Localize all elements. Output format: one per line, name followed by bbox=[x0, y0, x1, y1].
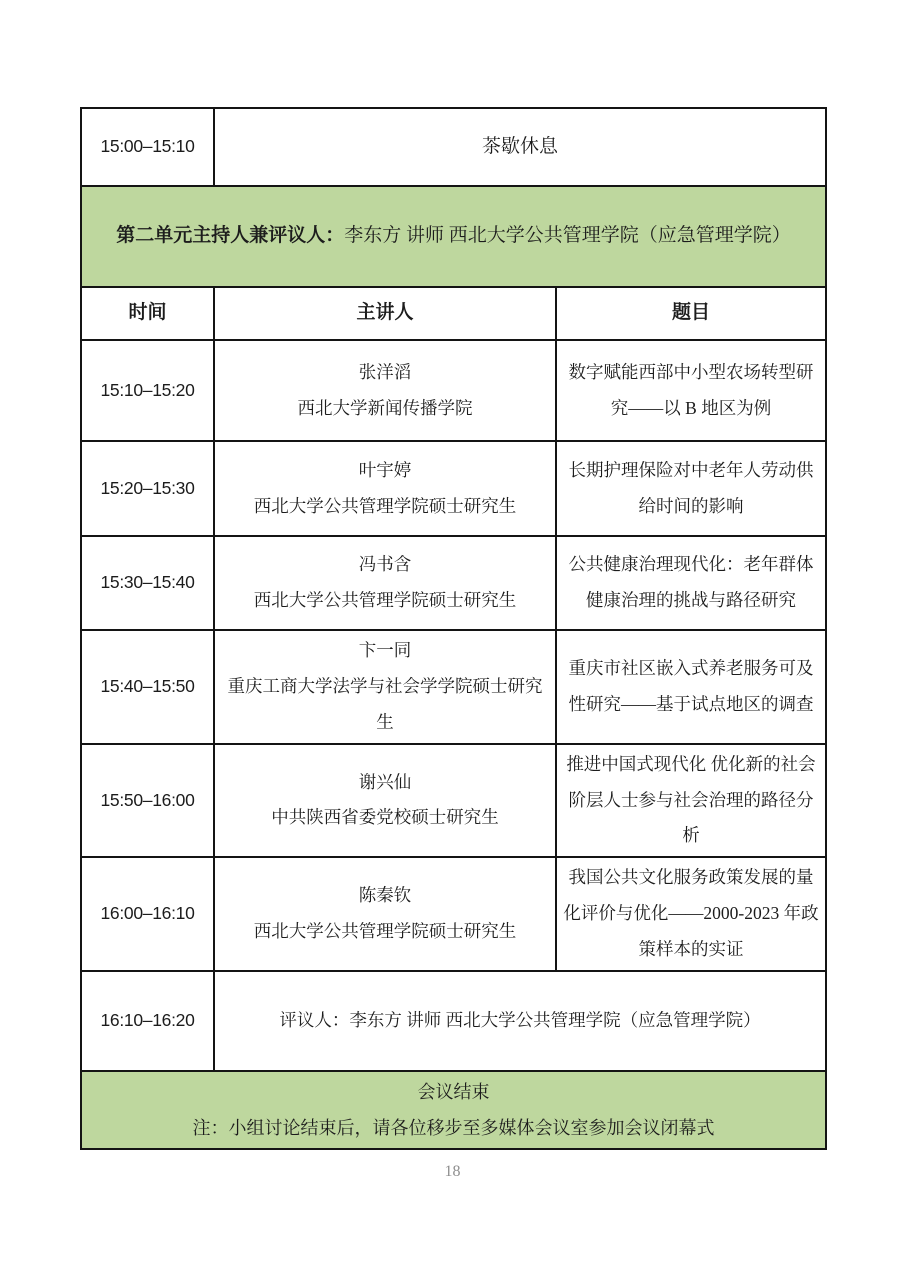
unit-banner-cell bbox=[81, 186, 826, 287]
closing-title: 会议结束 bbox=[417, 1081, 490, 1102]
topic-cell: 数字赋能西部中小型农场转型研究——以 B 地区为例 bbox=[556, 340, 826, 441]
speaker-affiliation: 中共陕西省委党校硕士研究生 bbox=[271, 807, 499, 828]
speaker-name: 冯书含 bbox=[358, 554, 412, 575]
header-time: 时间 bbox=[81, 287, 214, 340]
page-number: 18 bbox=[444, 1163, 461, 1180]
session-time: 15:20–15:30 bbox=[81, 441, 214, 536]
topic-cell: 长期护理保险对中老年人劳动供给时间的影响 bbox=[556, 441, 826, 536]
unit-banner-row bbox=[81, 186, 826, 287]
speaker-affiliation: 西北大学公共管理学院硕士研究生 bbox=[253, 495, 517, 516]
topic-cell: 公共健康治理现代化：老年群体健康治理的挑战与路径研究 bbox=[556, 536, 826, 630]
session-time: 15:40–15:50 bbox=[81, 630, 214, 744]
tea-break-cell bbox=[214, 108, 826, 186]
session-row bbox=[81, 744, 826, 858]
table-header-row bbox=[81, 287, 826, 340]
speaker-name: 陈秦钦 bbox=[358, 885, 412, 906]
speaker-name: 谢兴仙 bbox=[358, 771, 412, 792]
session-time: 15:30–15:40 bbox=[81, 536, 214, 630]
session-time: 15:50–16:00 bbox=[81, 744, 214, 858]
speaker-affiliation: 重庆工商大学法学与社会学学院硕士研究生 bbox=[227, 675, 543, 732]
topic-cell: 我国公共文化服务政策发展的量化评价与优化——2000-2023 年政策样本的实证 bbox=[556, 857, 826, 971]
conference-program-table bbox=[80, 107, 827, 1150]
speaker-name: 卞一同 bbox=[358, 640, 412, 660]
reviewer-row bbox=[81, 971, 826, 1071]
speaker-cell bbox=[214, 630, 556, 744]
unit-banner-label: 第二单元主持人兼评议人： bbox=[116, 225, 345, 247]
session-time: 16:00–16:10 bbox=[81, 857, 214, 971]
speaker-cell bbox=[214, 340, 556, 441]
header-speaker: 主讲人 bbox=[214, 287, 556, 340]
topic-cell: 推进中国式现代化 优化新的社会阶层人士参与社会治理的路径分析 bbox=[556, 744, 826, 858]
speaker-affiliation: 西北大学新闻传播学院 bbox=[297, 397, 473, 418]
speaker-cell bbox=[214, 744, 556, 858]
speaker-cell bbox=[214, 536, 556, 630]
speaker-affiliation: 西北大学公共管理学院硕士研究生 bbox=[253, 590, 517, 610]
session-row bbox=[81, 630, 826, 744]
reviewer-cell: 评议人：李东方 讲师 西北大学公共管理学院（应急管理学院） bbox=[214, 971, 826, 1071]
tea-break-row bbox=[81, 108, 826, 186]
session-row bbox=[81, 340, 826, 441]
session-row bbox=[81, 857, 826, 971]
speaker-cell bbox=[214, 857, 556, 971]
topic-cell: 重庆市社区嵌入式养老服务可及性研究——基于试点地区的调查 bbox=[556, 630, 826, 744]
session-row bbox=[81, 536, 826, 630]
session-time: 15:10–15:20 bbox=[81, 340, 214, 441]
tea-break-label: 茶歇休息 bbox=[482, 135, 559, 157]
speaker-name: 叶宇婷 bbox=[358, 459, 412, 480]
unit-banner-text: 李东方 讲师 西北大学公共管理学院（应急管理学院） bbox=[344, 225, 791, 247]
closing-row bbox=[81, 1071, 826, 1149]
closing-cell bbox=[81, 1071, 826, 1149]
reviewer-time: 16:10–16:20 bbox=[81, 971, 214, 1071]
closing-note: 注：小组讨论结束后，请各位移步至多媒体会议室参加会议闭幕式 bbox=[192, 1117, 715, 1138]
speaker-cell bbox=[214, 441, 556, 536]
session-row bbox=[81, 441, 826, 536]
speaker-name: 张洋滔 bbox=[358, 361, 412, 382]
speaker-affiliation: 西北大学公共管理学院硕士研究生 bbox=[253, 921, 517, 942]
tea-break-time: 15:00–15:10 bbox=[81, 108, 214, 186]
header-topic: 题目 bbox=[556, 287, 826, 340]
